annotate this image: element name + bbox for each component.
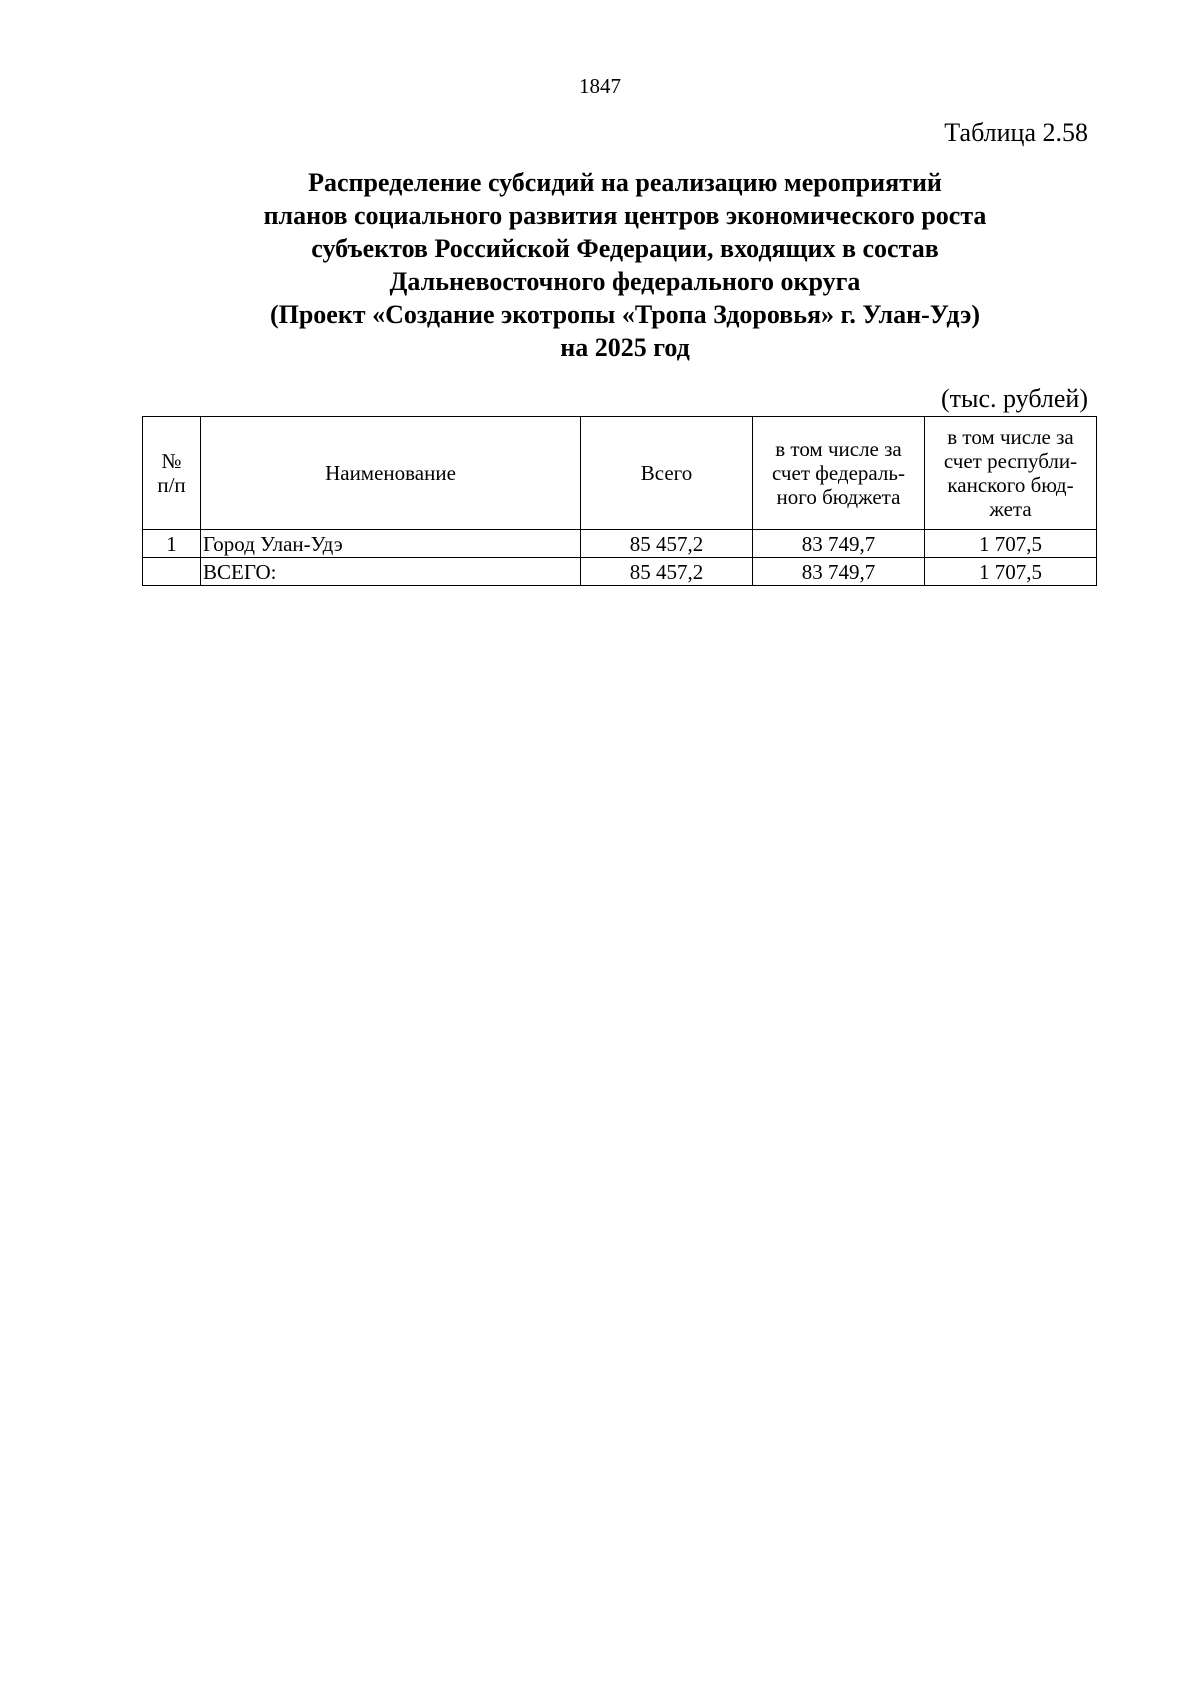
cell-num (143, 558, 201, 586)
cell-federal: 83 749,7 (753, 558, 925, 586)
header-name: Наименование (201, 417, 581, 530)
cell-total: 85 457,2 (581, 530, 753, 558)
header-federal: в том числе за счет федераль- ного бюджета (753, 417, 925, 530)
units-label: (тыс. рублей) (940, 384, 1088, 413)
cell-name: ВСЕГО: (201, 558, 581, 586)
cell-name: Город Улан-Удэ (201, 530, 581, 558)
table-row (143, 530, 1097, 558)
table-header-row (143, 417, 1097, 530)
title-line: (Проект «Создание экотропы «Тропа Здоровья» г. Улан-Удэ) (269, 300, 981, 329)
title-line: планов социального развития центров экономического роста (263, 201, 987, 230)
title-line: Дальневосточного федерального округа (389, 267, 861, 296)
title-line: Распределение субсидий на реализацию мероприятий (308, 168, 942, 197)
header-republic: в том числе за счет республи- канского бюд- жета (925, 417, 1097, 530)
cell-num: 1 (143, 530, 201, 558)
cell-republic: 1 707,5 (925, 530, 1097, 558)
cell-republic: 1 707,5 (925, 558, 1097, 586)
document-title (200, 166, 1050, 364)
table-label: Таблица 2.58 (944, 118, 1088, 147)
cell-federal: 83 749,7 (753, 530, 925, 558)
subsidy-table (142, 416, 1097, 586)
cell-total: 85 457,2 (581, 558, 753, 586)
title-line: на 2025 год (560, 333, 690, 362)
title-line: субъектов Российской Федерации, входящих в состав (311, 234, 939, 263)
header-num: № п/п (143, 417, 201, 530)
header-total: Всего (581, 417, 753, 530)
page-number: 1847 (579, 74, 621, 98)
table-row-total (143, 558, 1097, 586)
